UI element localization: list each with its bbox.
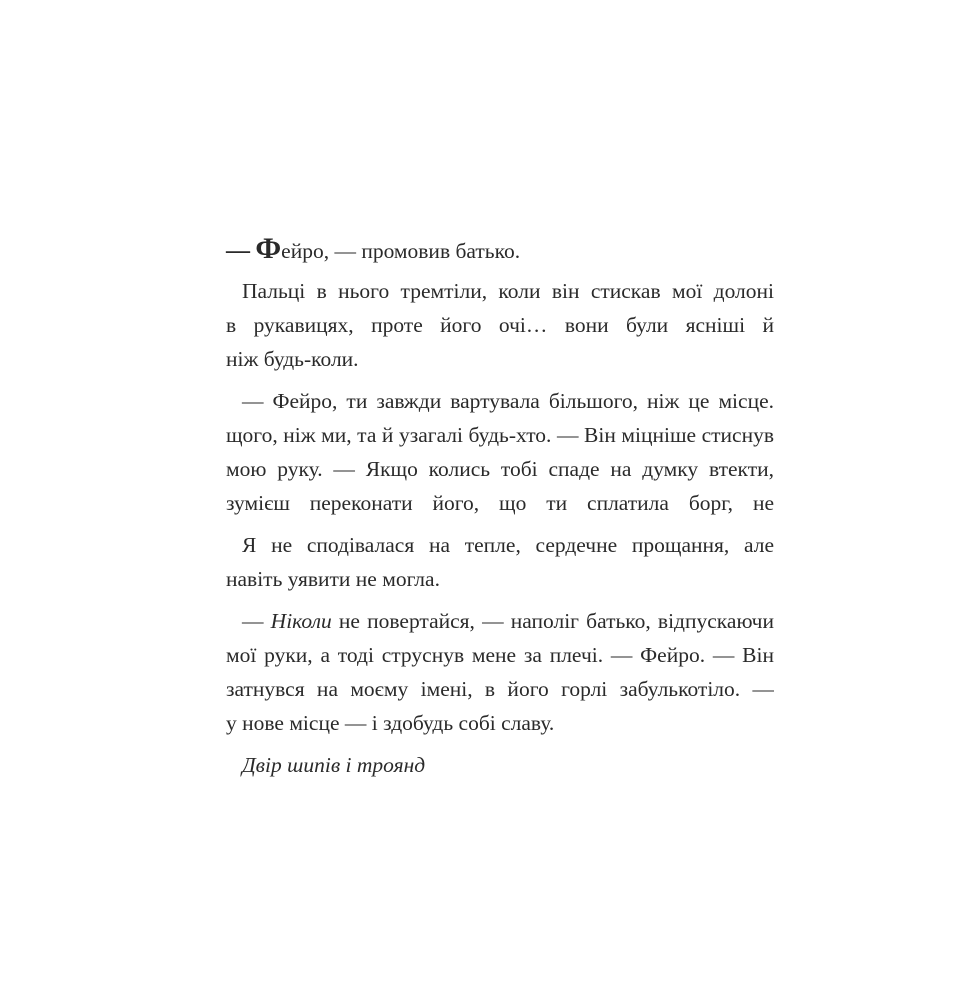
paragraph-3-line-1: — Фейро, ти завжди вартувала більшого, ніж це місце. <box>242 389 774 413</box>
paragraph-4-text: Я не сподівалася на тепле, сердечне прощання, але <box>242 533 774 557</box>
excerpt-opening-line <box>226 232 774 266</box>
excerpt-text <box>226 232 774 740</box>
paragraph-5-line-4: у нове місце — і здобудь собі славу. <box>226 711 555 735</box>
opening-rest: ейро, — промовив батько. <box>281 239 521 263</box>
paragraph-5-line-3: затнувся на моєму імені, в його горлі забулькотіло. — <box>226 677 774 701</box>
paragraph-2-line-1: Пальці в нього тремтіли, коли він стискав мої долоні <box>242 279 774 303</box>
paragraph-3-line-2: щого, ніж ми, та й узагалі будь-хто. — Він міцніше стиснув <box>226 423 774 447</box>
opening-initial: Ф <box>255 232 282 265</box>
paragraph-5-dash: — <box>242 609 271 633</box>
book-title: Двір шипів і троянд <box>242 753 426 777</box>
paragraph-5-emphasis: Ніколи <box>270 609 332 633</box>
paragraph-4-line-2: навіть уявити не могла. <box>226 567 440 591</box>
paragraph-3-line-4: зумієш переконати його, що ти сплатила борг, не <box>226 491 774 515</box>
paragraph-5-line-1 <box>226 604 774 638</box>
opening-dash: — <box>226 238 250 264</box>
paragraph-2-line-3: ніж будь-коли. <box>226 347 359 371</box>
paragraph-5-text: не повертайся, — наполіг батько, відпускаючи <box>331 609 774 633</box>
paragraph-3-line-3: мою руку. — Якщо колись тобі спаде на думку втекти, <box>226 457 774 481</box>
paragraph-4-line-1 <box>226 528 774 562</box>
paragraph-5-line-2: мої руки, а тоді струснув мене за плечі. — Фейро. — Він <box>226 643 774 667</box>
paragraph-2-line-2: в рукавицях, проте його очі… вони були ясніші й <box>226 313 774 337</box>
